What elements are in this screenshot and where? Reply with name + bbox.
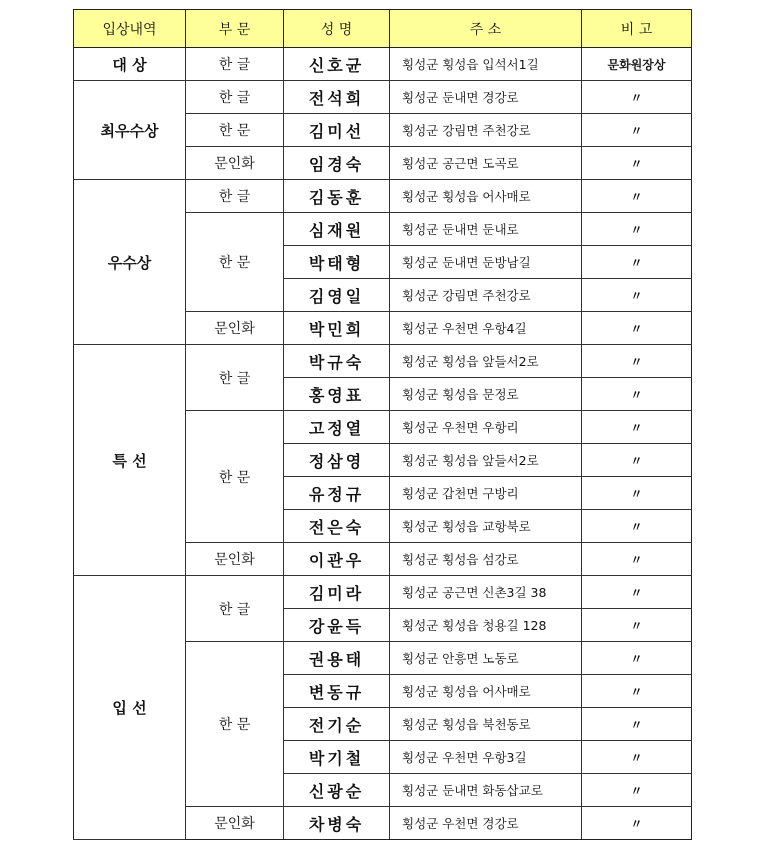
header-note: 비 고 xyxy=(582,10,692,48)
address-cell: 횡성군 횡성읍 북천동로 xyxy=(390,708,582,741)
header-address: 주 소 xyxy=(390,10,582,48)
name-cell: 전은숙 xyxy=(284,510,390,543)
name-cell: 차병숙 xyxy=(284,807,390,840)
name-cell: 신호균 xyxy=(284,48,390,81)
address-cell: 횡성군 횡성읍 앞들서2로 xyxy=(390,345,582,378)
name-cell: 심재원 xyxy=(284,213,390,246)
name-cell: 박태형 xyxy=(284,246,390,279)
address-cell: 횡성군 둔내면 둔내로 xyxy=(390,213,582,246)
division-cell: 한 글 xyxy=(186,576,284,642)
table-row xyxy=(74,81,692,114)
award-category: 입 선 xyxy=(74,576,186,840)
division-cell: 한 글 xyxy=(186,180,284,213)
note-cell: 〃 xyxy=(582,807,692,840)
name-cell: 전석희 xyxy=(284,81,390,114)
address-cell: 횡성군 횡성읍 앞들서2로 xyxy=(390,444,582,477)
table-row xyxy=(74,345,692,378)
note-cell: 〃 xyxy=(582,378,692,411)
address-cell: 횡성군 안흥면 노동로 xyxy=(390,642,582,675)
division-cell: 문인화 xyxy=(186,147,284,180)
name-cell: 김영일 xyxy=(284,279,390,312)
division-cell: 한 문 xyxy=(186,213,284,312)
name-cell: 전기순 xyxy=(284,708,390,741)
address-cell: 횡성군 공근면 신촌3길 38 xyxy=(390,576,582,609)
note-cell: 〃 xyxy=(582,279,692,312)
name-cell: 임경숙 xyxy=(284,147,390,180)
name-cell: 홍영표 xyxy=(284,378,390,411)
note-cell: 〃 xyxy=(582,180,692,213)
address-cell: 횡성군 둔내면 둔방남길 xyxy=(390,246,582,279)
note-cell: 〃 xyxy=(582,147,692,180)
note-cell: 〃 xyxy=(582,576,692,609)
address-cell: 횡성군 횡성읍 청용길 128 xyxy=(390,609,582,642)
award-category: 대 상 xyxy=(74,48,186,81)
header-award: 입상내역 xyxy=(74,10,186,48)
table-row xyxy=(74,576,692,609)
name-cell: 권용태 xyxy=(284,642,390,675)
note-cell: 〃 xyxy=(582,477,692,510)
address-cell: 횡성군 공근면 도곡로 xyxy=(390,147,582,180)
award-category: 최우수상 xyxy=(74,81,186,180)
note-cell: 〃 xyxy=(582,246,692,279)
address-cell: 횡성군 우천면 우항4길 xyxy=(390,312,582,345)
name-cell: 박민희 xyxy=(284,312,390,345)
awards-body xyxy=(74,48,692,840)
name-cell: 유정규 xyxy=(284,477,390,510)
note-cell: 〃 xyxy=(582,675,692,708)
note-cell: 〃 xyxy=(582,774,692,807)
header-name: 성 명 xyxy=(284,10,390,48)
address-cell: 횡성군 횡성읍 교항북로 xyxy=(390,510,582,543)
division-cell: 한 문 xyxy=(186,411,284,543)
name-cell: 신광순 xyxy=(284,774,390,807)
division-cell: 한 문 xyxy=(186,642,284,807)
name-cell: 김미선 xyxy=(284,114,390,147)
table-row xyxy=(74,180,692,213)
name-cell: 김동훈 xyxy=(284,180,390,213)
division-cell: 한 글 xyxy=(186,345,284,411)
note-cell: 〃 xyxy=(582,444,692,477)
table-row xyxy=(74,48,692,81)
note-cell: 〃 xyxy=(582,411,692,444)
note-cell: 〃 xyxy=(582,543,692,576)
name-cell: 이관우 xyxy=(284,543,390,576)
name-cell: 김미라 xyxy=(284,576,390,609)
note-cell: 〃 xyxy=(582,345,692,378)
name-cell: 변동규 xyxy=(284,675,390,708)
division-cell: 문인화 xyxy=(186,807,284,840)
note-cell: 〃 xyxy=(582,114,692,147)
note-cell: 〃 xyxy=(582,642,692,675)
address-cell: 횡성군 갑천면 구방리 xyxy=(390,477,582,510)
award-category: 특 선 xyxy=(74,345,186,576)
address-cell: 횡성군 둔내면 경강로 xyxy=(390,81,582,114)
name-cell: 정삼영 xyxy=(284,444,390,477)
note-cell: 〃 xyxy=(582,708,692,741)
note-cell: 〃 xyxy=(582,741,692,774)
address-cell: 횡성군 둔내면 화동삽교로 xyxy=(390,774,582,807)
name-cell: 박규숙 xyxy=(284,345,390,378)
division-cell: 한 글 xyxy=(186,81,284,114)
awards-table xyxy=(73,9,692,840)
address-cell: 횡성군 강림면 주천강로 xyxy=(390,114,582,147)
address-cell: 횡성군 횡성읍 어사매로 xyxy=(390,675,582,708)
address-cell: 횡성군 우천면 경강로 xyxy=(390,807,582,840)
note-cell: 〃 xyxy=(582,609,692,642)
note-cell: 〃 xyxy=(582,312,692,345)
division-cell: 문인화 xyxy=(186,312,284,345)
award-category: 우수상 xyxy=(74,180,186,345)
name-cell: 고정열 xyxy=(284,411,390,444)
address-cell: 횡성군 횡성읍 입석서1길 xyxy=(390,48,582,81)
division-cell: 한 문 xyxy=(186,114,284,147)
address-cell: 횡성군 횡성읍 섬강로 xyxy=(390,543,582,576)
division-cell: 한 글 xyxy=(186,48,284,81)
note-cell: 〃 xyxy=(582,81,692,114)
header-row xyxy=(74,10,692,48)
address-cell: 횡성군 횡성읍 어사매로 xyxy=(390,180,582,213)
address-cell: 횡성군 우천면 우항3길 xyxy=(390,741,582,774)
note-cell: 〃 xyxy=(582,213,692,246)
note-cell: 문화원장상 xyxy=(582,48,692,81)
address-cell: 횡성군 강림면 주천강로 xyxy=(390,279,582,312)
name-cell: 박기철 xyxy=(284,741,390,774)
name-cell: 강윤득 xyxy=(284,609,390,642)
division-cell: 문인화 xyxy=(186,543,284,576)
header-division: 부 문 xyxy=(186,10,284,48)
address-cell: 횡성군 우천면 우항리 xyxy=(390,411,582,444)
note-cell: 〃 xyxy=(582,510,692,543)
address-cell: 횡성군 횡성읍 문정로 xyxy=(390,378,582,411)
